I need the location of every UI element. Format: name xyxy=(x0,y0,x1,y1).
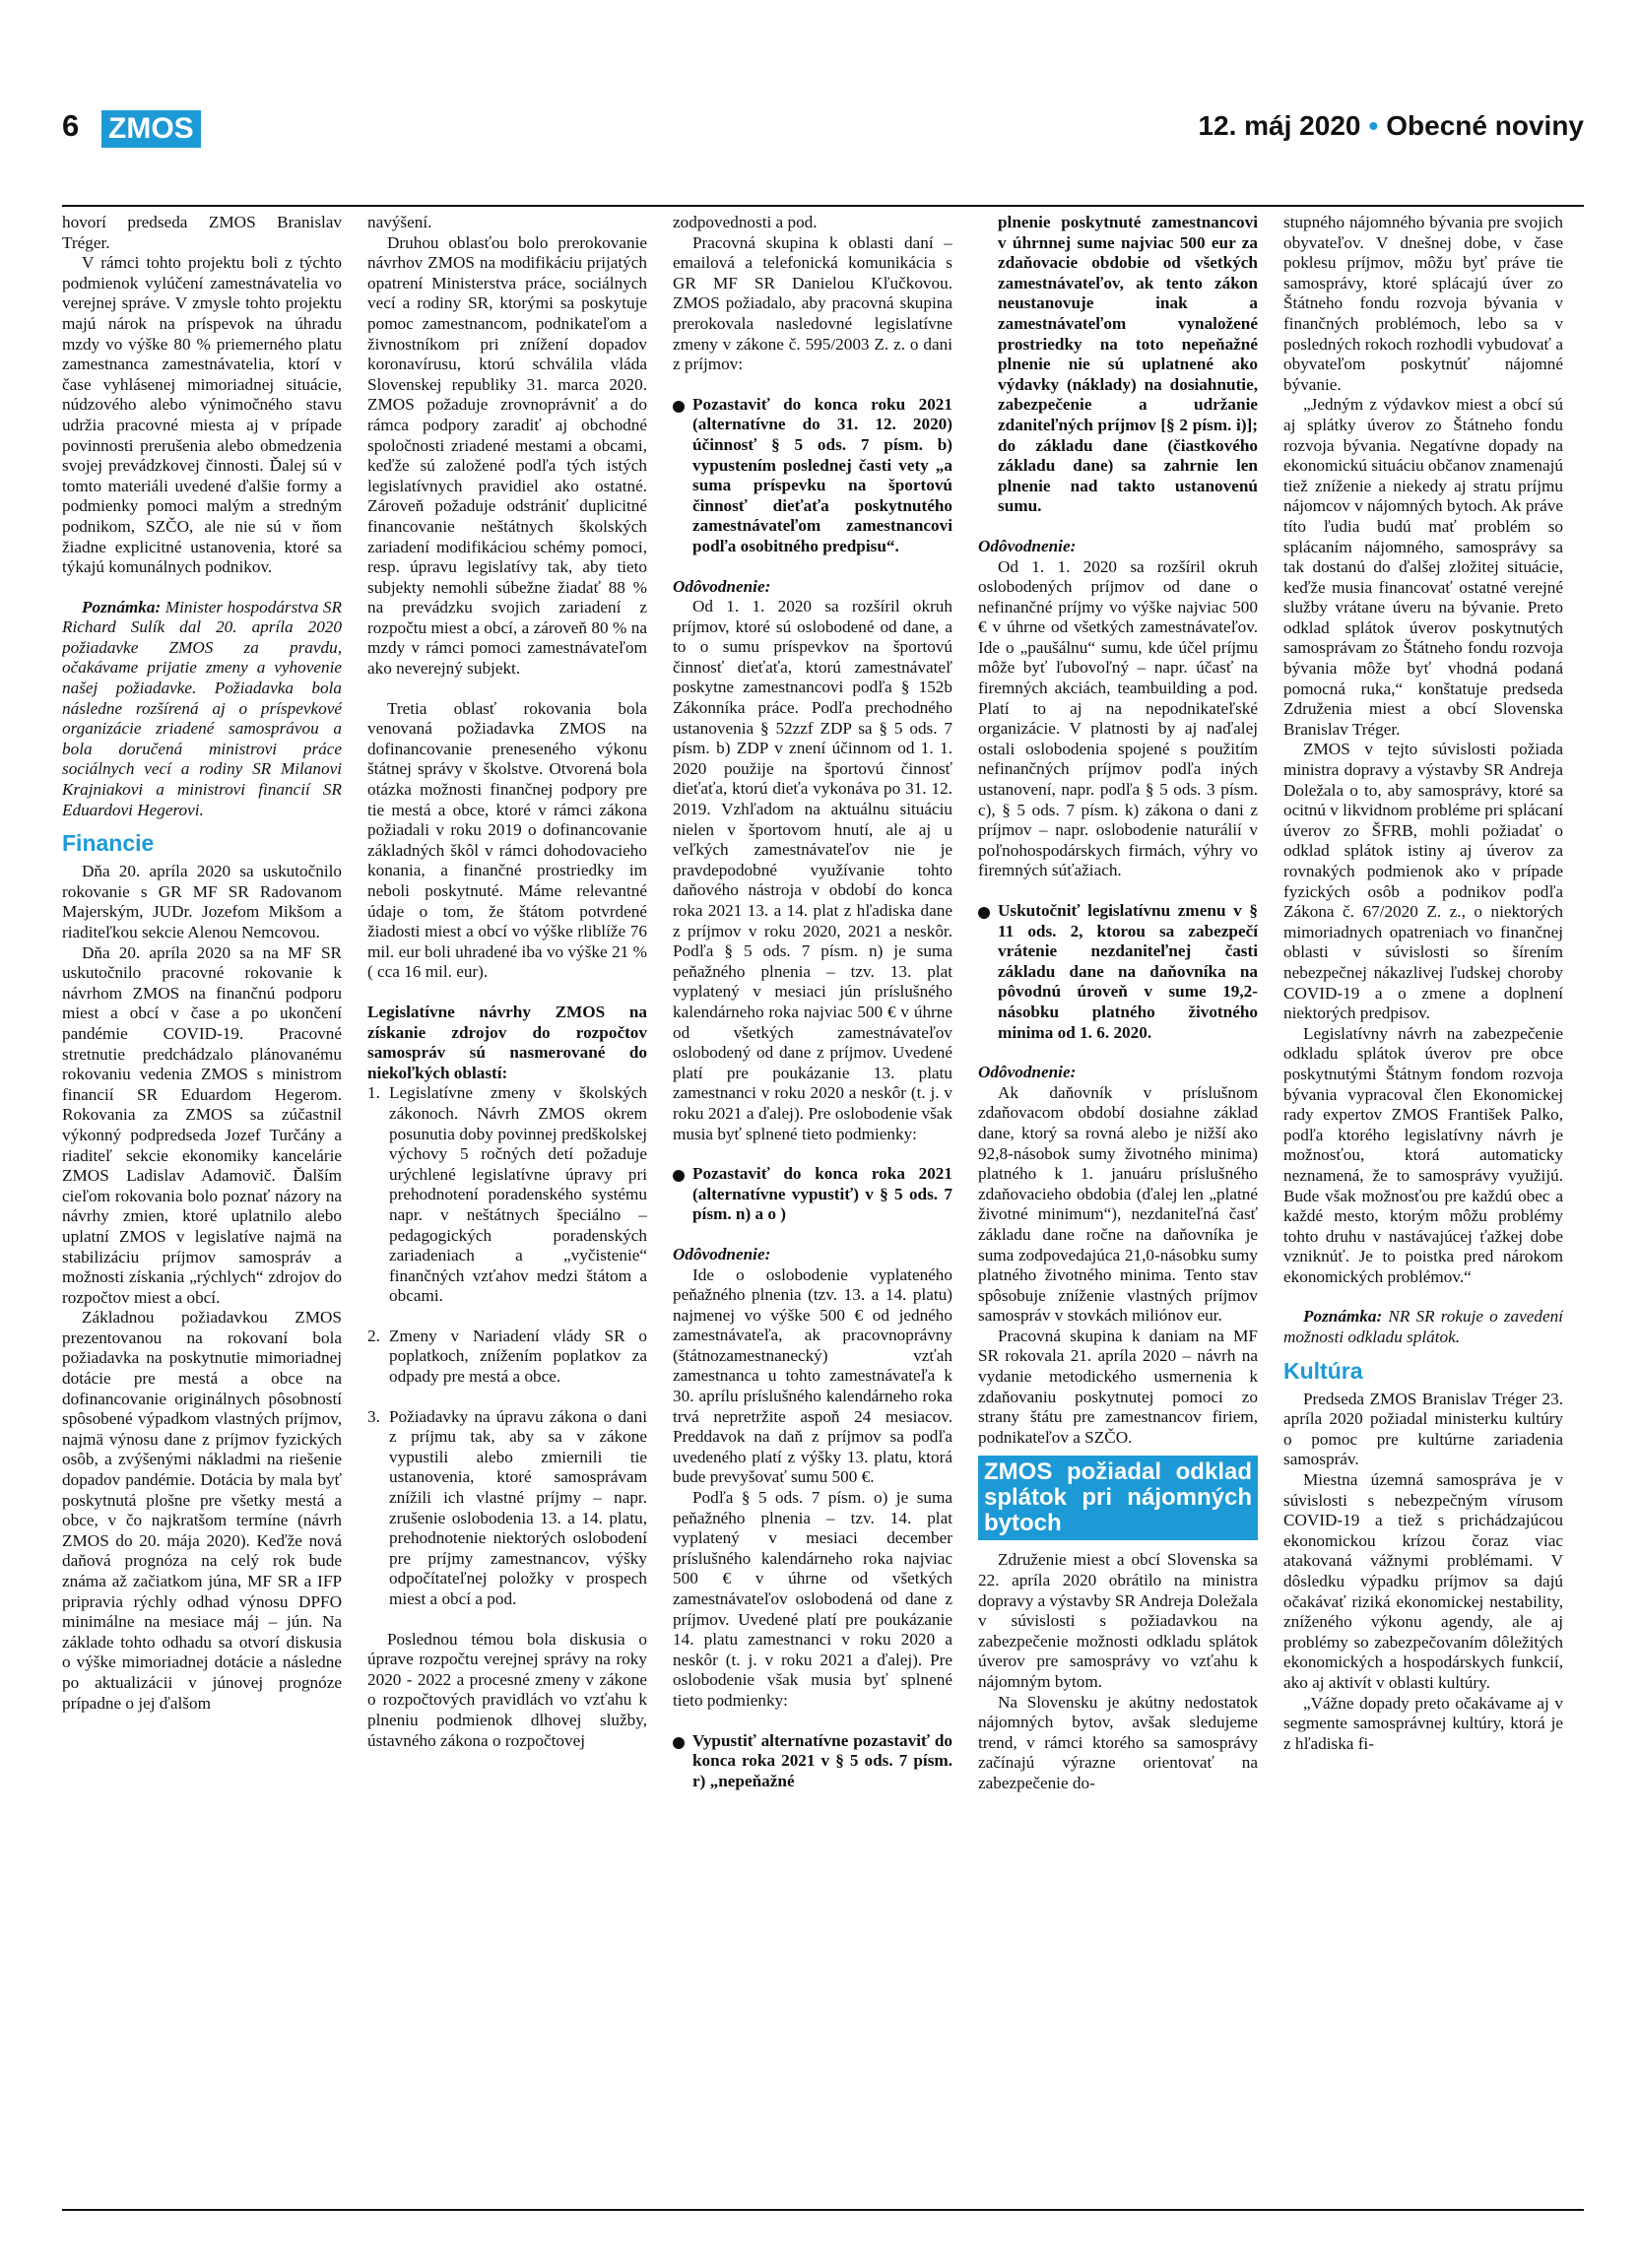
paragraph: Ide o oslobodenie vyplateného peňažného plnenia (tzv. 13. a 14. platu) najmenej vo výške 500 € od jedného zamestnávateľa, ak pracovnoprávny (štátnozamestnanecký) vzťah zamestnanca u tohto zamestnávateľa k 30. aprílu príslušného kalendárneho roka trvá nepretržite aspoň 24 mesiacov. Preddavok na daň z príjmov sa podľa uvedeného platí z výšky 13. platu, ktorá bude prevyšovať sumu 500 €. xyxy=(673,1264,952,1487)
paragraph: Pracovná skupina k daniam na MF SR rokovala 21. apríla 2020 – návrh na vydanie metodického usmernenia k zdaňovaniu poskytnutej pomoci zo strany štátu pre zamestnancov firiem, podnikateľov a SZČO. xyxy=(978,1326,1258,1447)
bullet-item: Pozastaviť do konca roka 2021 (alternatívne vypustiť) v § 5 ods. 7 písm. n) a o ) xyxy=(673,1164,952,1225)
note-label: Poznámka: xyxy=(82,597,162,616)
bullet-item: Uskutočniť legislatívnu zmenu v § 11 ods. 2, ktorou sa zabezpečí vrátenie nezdaniteľnej časti základu dane na daňovníka na pôvodnú úroveň v sume 19,2-násobku platného životného minima od 1. 6. 2020. xyxy=(978,901,1258,1043)
note xyxy=(62,598,342,821)
paragraph: Poslednou témou bola diskusia o úprave rozpočtu verejnej správy na roky 2020 - 2022 a procesné zmeny v zákone o rozpočtových pravidlách vo vzťahu k plneniu podmienok dlhovej služby, ústavného zákona o rozpočtovej xyxy=(367,1629,647,1750)
subheading-odovodnenie: Odôvodnenie: xyxy=(978,1063,1077,1082)
paragraph: Od 1. 1. 2020 sa rozšíril okruh príjmov, ktoré sú oslobodené od dane, a to o sumu príspevkov na športovú činnosť dieťaťa, ktorú zamestnávateľ poskytne zamestnancovi podľa § 152b Zákonníka práce. Podľa prechodného ustanovenia § 52zzf ZDP sa § 5 ods. 7 písm. b) ZDP v znení účinnom od 1. 1. 2020 použije na športovú činnosť dieťaťa, ktorú dieťa vykonáva po 31. 12. 2019. Vzhľadom na aktuálnu situáciu nielen v športovom hnutí, ale aj u veľkých zamestnávateľov nie je pravdepodobné využívanie tohto daňového nástroja v období do konca roka 2021 13. a 14. plat z hľadiska dane z príjmov v roku 2020, 2021 a neskôr. Podľa § 5 ods. 7 písm. n) je suma peňažného plnenia – tzv. 13. plat vyplatený v mesiaci jún príslušného kalendárneho roka najviac 500 € v úhrne od všetkých zamestnávateľov oslobodený od dane z príjmov. Uvedené platí pre poukázanie 13. platu zamestnanci v roku 2020 a neskôr (t. j. v roku 2021 a ďalej). Pre oslobodenie však musia byť splnené tieto podmienky: xyxy=(673,597,952,1143)
column-4 xyxy=(978,213,1258,2204)
paragraph: Združenie miest a obcí Slovenska sa 22. apríla 2020 obrátilo na ministra dopravy a výstavby SR Andreja Doležala v súvislosti s požiadavkou na zabezpečenie možnosti odkladu splátok úverov pre samosprávy vo vzťahu k nájomným bytom. xyxy=(978,1550,1258,1691)
paragraph: Od 1. 1. 2020 sa rozšíril okruh oslobodených príjmov od dane o nefinančné príjmy vo výške najviac 500 € v úhrne od všetkých zamestnávateľov. Ide o „paušálnu“ sumu, kde účel príjmu môže byť ľubovoľný – napr. účasť na firemných akciách, teambuilding a pod. Platí to aj na nepodnikateľské organizácie. V platnosti by aj naďalej ostali oslobodenia spojené s použitím nefinančných príjmov podľa iných ustanovení, napr. podľa § 5 ods. 3 písm. c), § 5 ods. 7 písm. k) zákona o dani z príjmov – napr. oslobodenie naturálií v poľnohospodárskych firmách, výhry vo firemných súťažiach. xyxy=(978,556,1258,880)
bullet-item: Pozastaviť do konca roku 2021 (alternatívne do 31. 12. 2020) účinnosť § 5 ods. 7 písm. b) vypustením poslednej časti vety „a suma príspevku na športovú činnosť dieťaťa poskytnutého zamestnávateľom zamestnancovi podľa osobitného predpisu“. xyxy=(673,395,952,557)
list-item: 2. Zmeny v Nariadení vlády SR o poplatkoch, znížením poplatkov za odpady pre mestá a obce. xyxy=(367,1326,647,1387)
paragraph: zodpovednosti a pod. xyxy=(673,213,818,231)
subheading-odovodnenie: Odôvodnenie: xyxy=(673,576,771,596)
list-item: 3. Požiadavky na úpravu zákona o dani z príjmu tak, aby sa v zákone vypustili alebo zmiernili tie ustanovenia, ktoré samosprávam znížili ich vlastné príjmy – napr. zrušenie oslobodenia 13. a 14. platu, prehodnotenie niektorých oslobodení pre príjmy zamestnancov, výšky odpočítateľnej položky v prospech miest a obcí a pod. xyxy=(367,1406,647,1608)
column-5 xyxy=(1283,213,1563,2204)
paragraph: Druhou oblasťou bolo prerokovanie návrhov ZMOS na modifikáciu prijatých opatrení Ministerstva práce, sociálnych vecí a rodiny SR, ktorými sa poskytuje pomoc zamestnancom, podnikateľom a živnostníkom pri znížení dopadov koronavírusu, ktorú schválila vláda Slovenskej republiky 31. marca 2020. ZMOS požaduje zrovnoprávniť a do rámca podpory zaradiť aj obchodné spoločnosti zriadené mestami a obcami, keďže sú založené podľa tých istých legislatívnych pravidiel ako ostatné. Zároveň požaduje odstrániť duplicitné financovanie neštátnych školských zariadení modifikáciou schémy pomoci, resp. úpravu legislatívy tak, aby tieto subjekty nemohli súbežne žiadať 88 % na prevádzku svojich zariadení z rozpočtu miest a obcí, a zároveň 80 % na mzdy v rámci pomoci zamestnávateľom ako neverejný subjekt. xyxy=(367,232,647,679)
paragraph: Tretia oblasť rokovania bola venovaná požiadavka ZMOS na dofinancovanie preneseného výkonu štátnej správy v školstve. Otvorená bola otázka možnosti finančnej podpory pre tie mestá a obce, ktoré v rámci zákona požiadali v roku 2019 o dofinancovanie základných škôl v rámci dohodovacieho konania, a finančné prostriedky im neboli poskytnuté. Máme relevantné údaje o tom, že štátom potvrdené žiadosti miest a obcí vo výške rliblíže 76 mil. eur boli uhradené iba vo výške 21 % ( cca 16 mil. eur). xyxy=(367,698,647,982)
note-text: Minister hospodárstva SR Richard Sulík dal 20. apríla 2020 požiadavke ZMOS za pravdu, očakávame prijatie zmeny a vyhovenie našej požiadavke. Požiadavka bola následne rozšírená aj o príspevkové organizácie zriadené samosprávou a bola doručená ministrovi práce sociálnych vecí a rodiny SR Milanovi Krajniakovi a ministrovi financií SR Eduardovi Hegerovi. xyxy=(62,597,342,819)
issue-info xyxy=(1198,110,1584,142)
paragraph: Predseda ZMOS Branislav Tréger 23. apríla 2020 požiadal ministerku kultúry o pomoc pre kultúrne zariadenia samospráv. xyxy=(1283,1389,1563,1469)
issue-date: 12. máj 2020 xyxy=(1198,110,1361,141)
paragraph: Základnou požiadavkou ZMOS prezentovanou na rokovaní bola požiadavka na poskytnutie mimoriadnej dotácie pre mestá a obce na dofinancovanie originálnych pôsobností spôsobené výpadkom vlastných príjmov, najmä výnosu dane z príjmov fyzických osôb, a zvýšenými nákladmi na riešenie dopadov pandémie. Dotácia by mala byť poskytnutá plošne pre všetky mestá a obce, v čo najkratšom termíne (návrh ZMOS do 20. mája 2020). Keďže nová daňová prognóza na celý rok bude známa až začiatkom júna, MF SR a IFP pripravia rýchly odhad výnosu DPFO minimálne na mesiace máj – jún. Na základe tohto odhadu sa otvorí diskusia o výške mimoriadnej dotácie a následne po aktualizácii v júnovej prognóze prípadne o jej ďalšom xyxy=(62,1308,342,1713)
paragraph: Dňa 20. apríla 2020 sa uskutočnilo rokovanie s GR MF SR Radovanom Majerským, JUDr. Jozefom Mikšom a riaditeľkou sekcie Alenou Nemcovou. xyxy=(62,862,342,941)
paragraph: Legislatívny návrh na zabezpečenie odkladu splátok úverov pre obce poskytnutými Štátnym fondom rozvoja bývania vypracoval člen Ekonomickej rady expertov ZMOS František Palko, podľa ktorého legislatívny návrh je možnosťou, ktorá automaticky neznamená, že to samosprávy využijú. Bude však možnosťou pre každú obec a každé mesto, ktorým môžu problémy tohto druhu v nastávajúcej ťažkej dobe vzniknúť. Je to poistka pred nárokom ekonomických problémov.“ xyxy=(1283,1023,1563,1286)
paragraph: navýšení. xyxy=(367,213,432,231)
paragraph: hovorí predseda ZMOS Branislav Tréger. xyxy=(62,213,342,252)
bullet-dot xyxy=(673,1170,685,1182)
section-badge: ZMOS xyxy=(101,110,201,148)
paragraph: „Jedným z výdavkov miest a obcí sú aj splátky úverov zo Štátneho fondu rozvoja bývania. Negatívne dopady na ekonomickú situáciu občanov znamenajú tiež zníženie a niekedy aj stratu príjmu nájomcov v nájomných bytoch. Ak práve títo ľudia budú mať problém so splácaním nájomného, samosprávy sa tak dostanú do ďalšej zložitej situácie, keďže musia financovať ostatné verejné služby vrátane úveru na bývanie. Preto odklad splátok úverov poskytnutých samosprávam zo Štátneho fondu rozvoja bývania môže byť vhodná podaná pomocná ruka,“ konštatuje predseda Združenia miest a obcí Slovenska Branislav Tréger. xyxy=(1283,395,1563,739)
paragraph: Podľa § 5 ods. 7 písm. o) je suma peňažného plnenia – tzv. 14. plat vyplatený v mesiaci december príslušného kalendárneho roka najviac 500 € v úhrne od všetkých zamestnávateľov oslobodená od dane z príjmov. Uvedené platí pre poukázanie 14. platu zamestnanci v roku 2020 a neskôr (t. j. v roku 2021 a ďalej). Pre oslobodenie však musia byť splnené tieto podmienky: xyxy=(673,1488,952,1710)
note xyxy=(1283,1307,1563,1347)
subheading-odovodnenie: Odôvodnenie: xyxy=(673,1244,771,1264)
numbered-list xyxy=(367,1083,647,1609)
page-number: 6 xyxy=(62,108,80,143)
bullet-dot xyxy=(978,907,990,919)
paragraph: „Vážne dopady preto očakávame aj v segmente samosprávnej kultúry, ktorá je z hľadiska fi- xyxy=(1283,1693,1563,1753)
note-text: NR SR rokuje o zavedení možnosti odkladu splátok. xyxy=(1283,1307,1563,1347)
paragraph: Pracovná skupina k oblasti daní – emailová a telefonická komunikácia s GR MF SR Danielou Kľučkovou. ZMOS požiadalo, aby pracovná skupina prerokovala nasledovné legislatívne zmeny v zákone č. 595/2003 Z. z. o dani z príjmov: xyxy=(673,232,952,374)
column-1 xyxy=(62,213,342,2204)
article-headline: ZMOS požiadal odklad splátok pri nájomných bytoch xyxy=(978,1456,1258,1540)
note-label: Poznámka: xyxy=(1303,1307,1383,1327)
section-heading-kultura: Kultúra xyxy=(1283,1357,1363,1384)
paragraph: V rámci tohto projektu boli z týchto podmienok vylúčení zamestnávatelia vo verejnej správe. V zmysle tohto projektu majú nárok na príspevok na úhradu mzdy vo výške 80 % priemerného platu zamestnanca zamestnávatelia, ktorí v čase vyhlásenej mimoriadnej situácie, núdzového alebo výnimočného stavu udržia pracovné miesta aj v prípade povinnosti prerušenia alebo obmedzenia svojej prevádzkovej činnosti. Ďalej sú v tomto materiáli uvedené ďalšie formy a podmienky pomoci malým a stredným podnikom, SZČO, ale nie sú v ňom žiadne explicitné ustanovenia, ktoré sa týkajú komunálnych podnikov. xyxy=(62,253,342,577)
section-heading-financie: Financie xyxy=(62,830,155,857)
paragraph: stupného nájomného bývania pre svojich obyvateľov. V dnešnej dobe, v čase poklesu príjmov, môžu byť práve tie samosprávy, ktoré splácajú úver zo Štátneho fondu rozvoja bývania v finančných problémoch, lebo sa v posledných rokoch rozhodli vybudovať a obyvateľom poskytnúť nájomné bývanie. xyxy=(1283,213,1563,394)
publication-name: Obecné noviny xyxy=(1386,110,1584,141)
paragraph: Dňa 20. apríla 2020 sa na MF SR uskutočnilo pracovné rokovanie k návrhom ZMOS na finančnú podporu miest a obcí v čase a po ukončení pandémie COVID-19. Pracovné stretnutie predchádzalo plánovanému rokovaniu vedenia ZMOS s ministrom financií SR Eduardom Hegerom. Rokovania za ZMOS sa zúčastnil výkonný podpredseda Jozef Turčány a riaditeľ sekcie ekonomiky kancelárie ZMOS Ladislav Adamovič. Ďalším cieľom rokovania bolo poznať názory na návrhy zmien, ktoré uplatnilo alebo uplatní ZMOS v legislatíve najmä na stabilizáciu príjmov samospráv a možnosti získania „rýchlych“ zdrojov do rozpočtov miest a obcí. xyxy=(62,942,342,1307)
subheading-odovodnenie: Odôvodnenie: xyxy=(978,536,1077,555)
bullet-dot xyxy=(673,1737,685,1749)
top-rule xyxy=(62,205,1584,207)
paragraph: Miestna územná samospráva je v súvislosti s nebezpečným vírusom COVID-19 a tiež s prichádzajúcou ekonomickou krízou čoraz viac atakovaná vážnymi problémami. V dôsledku výpadku príjmov sa dajú očakávať riziká ekonomickej nestability, zníženého výkonu agendy, ale aj problémy so zabezpečovaním dôležitých ekonomických a hospodárskych funkcií, ako aj aktivít v oblasti kultúry. xyxy=(1283,1470,1563,1692)
separator-bullet: • xyxy=(1368,110,1379,141)
column-2 xyxy=(367,213,647,2204)
paragraph: Ak daňovník v príslušnom zdaňovacom období dosiahne základ dane, ktorý sa rovná alebo je nižší ako 92,8-násobok sumy životného minima) platného k 1. januáru príslušného zdaňovacieho obdobia (ďalej len „platné životné minimum“), nezdaniteľná časť základu dane ročne na daňovníka je suma zodpovedajúca 21,0-násobku sumy platného životného minima. Tento stav spôsobuje zníženie vlastných príjmov samospráv v stovkách miliónov eur. xyxy=(978,1082,1258,1326)
bold-paragraph: Legislatívne návrhy ZMOS na získanie zdrojov do rozpočtov samospráv sú nasmerované do niekoľkých oblastí: xyxy=(367,1002,647,1082)
bullet-item: Vypustiť alternatívne pozastaviť do konca roka 2021 v § 5 ods. 7 písm. r) „nepeňažné xyxy=(673,1731,952,1792)
page-header xyxy=(62,106,1584,154)
bottom-rule xyxy=(62,2209,1584,2211)
bold-paragraph: plnenie poskytnuté zamestnancovi v úhrnnej sume najviac 500 eur za zdaňovacie obdobie od všetkých zamestnávateľov, ak tento zákon neustanovuje inak a zamestnávateľom vynaložené prostriedky na toto nepeňažné plnenie nie sú uplatnené ako výdavky (náklady) na dosiahnutie, zabezpečenie a udržanie zdaniteľných príjmov [§ 2 písm. i)]; do základu dane (čiastkového základu dane) sa zahrnie len plnenie nad takto ustanovenú sumu. xyxy=(998,213,1258,516)
paragraph: Na Slovensku je akútny nedostatok nájomných bytov, avšak sledujeme trend, v rámci ktorého sa samosprávy začínajú výrazne orientovať na zabezpečenie do- xyxy=(978,1692,1258,1792)
list-item: 1. Legislatívne zmeny v školských zákonoch. Návrh ZMOS okrem posunutia doby povinnej predškolskej výchovy 5 ročných detí požaduje urýchlené legislatívne úpravy pri prehodnotení poradenského systému napr. v neštátnych špeciálno – pedagogických poradenských zariadeniach a „vyčistenie“ finančných vzťahov medzi štátom a obcami. xyxy=(367,1083,647,1306)
column-3 xyxy=(673,213,952,2204)
paragraph: ZMOS v tejto súvislosti požiada ministra dopravy a výstavby SR Andreja Doležala o to, aby samosprávy, ktoré sa ocitnú v likvidnom probléme pri splácaní úverov zo ŠFRB, mohli požiadať o odklad splátok istiny aj úverov za rovnakých podmienok ako v prípade fyzických osôb a podnikov podľa Zákona č. 67/2020 Z. z., o niektorých mimoriadnych opatreniach vo finančnej oblasti v súvislosti so šírením nebezpečnej nákazlivej ľudskej choroby COVID-19 a o zmene a doplnení niektorých predpisov. xyxy=(1283,740,1563,1023)
bullet-dot xyxy=(673,401,685,413)
